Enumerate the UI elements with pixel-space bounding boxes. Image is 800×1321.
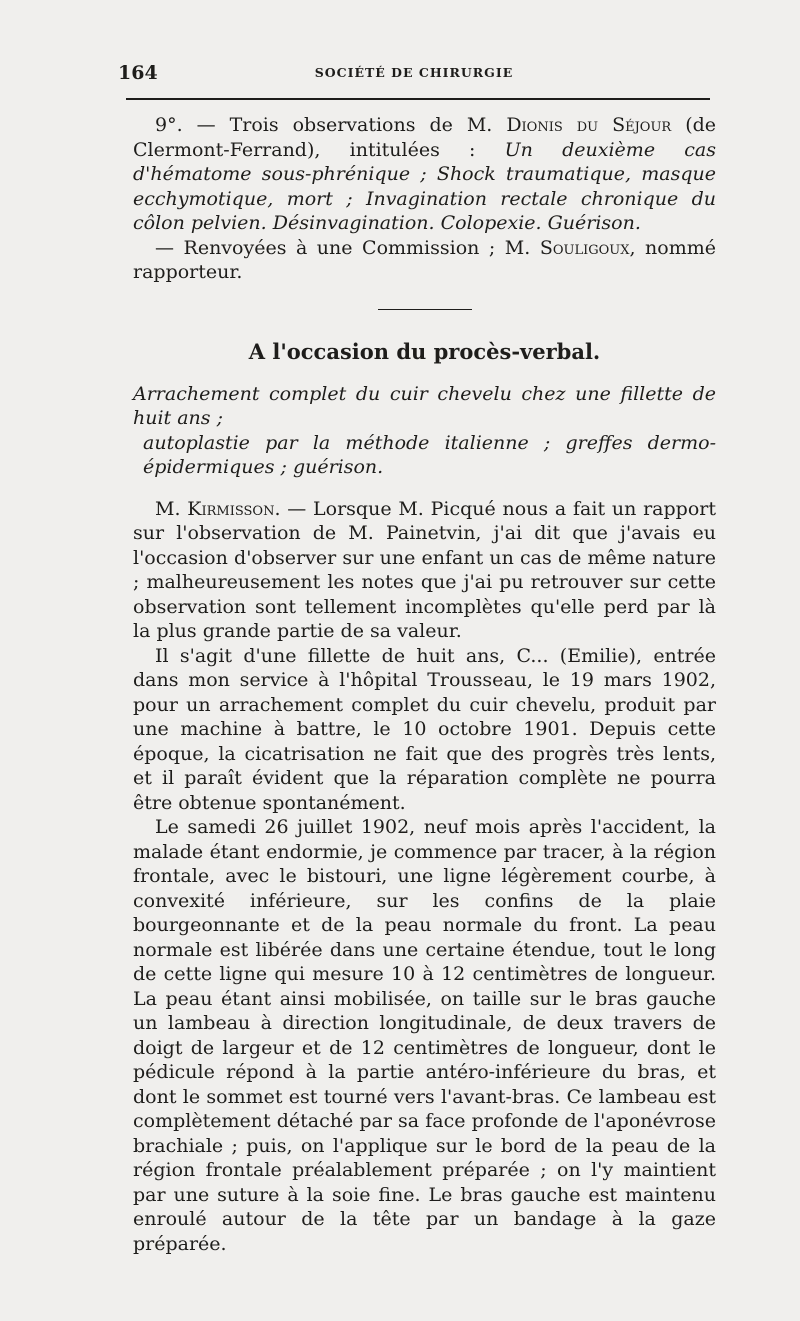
paragraph-2: Il s'agit d'une fillette de huit ans, C... (Emilie), entrée dans mon service à l'hôpital Trousseau, le 19 mars 1902, pour un arrachement complet du cuir chevelu, produit par une machine à battre, le 10 octobre 1901. Depuis cette époque, la cicatrisation ne fait que des progrès très lents, et il paraît évident que la réparation complète ne pourra être obtenue spontanément. (133, 644, 716, 814)
speaker-name: M. Kirmisson. (155, 497, 281, 520)
item-number: 9°. (155, 114, 183, 136)
body-text (133, 113, 716, 1256)
header-rule (126, 98, 710, 100)
referral-post: , nommé rapporteur. (133, 236, 716, 283)
rapporteur-name: Souligoux (539, 236, 630, 259)
referral-pre: — Renvoyées à une Commission ; M. (155, 236, 531, 259)
subtitle-rest: autoplastie par la méthode italienne ; greffes dermo-épidermiques ; guérison. (143, 431, 716, 478)
page-number: 164 (118, 62, 158, 84)
referral-paragraph (133, 236, 716, 285)
section-subtitle (133, 382, 716, 480)
running-head: SOCIÉTÉ DE CHIRURGIE (314, 65, 514, 80)
paragraph-3: Le samedi 26 juillet 1902, neuf mois après l'accident, la malade étant endormie, je commence par tracer, à la région frontale, avec le bistouri, une ligne légèrement courbe, à convexité inférieure, sur les confins de la plaie bourgeonnante et de la peau normale du front. La peau normale est libérée dans une certaine étendue, tout le long de cette ligne qui mesure 10 à 12 centimètres de longueur. La peau étant ainsi mobilisée, on taille sur le bras gauche un lambeau à direction longitudinale, de deux travers de doigt de largeur et de 12 centimètres de longueur, dont le pédicule répond à la partie antéro-inférieure du bras, et dont le sommet est tourné vers l'avant-bras. Ce lambeau est complètement détaché par sa face profonde de l'aponévrose brachiale ; puis, on l'applique sur le bord de la peau de la région frontale préalablement préparée ; on l'y maintient par une suture à la soie fine. Le bras gauche est maintenu enroulé autour de la tête par un bandage à la gaze préparée. (133, 816, 716, 1255)
page-header (118, 58, 710, 88)
section-title: A l'occasion du procès-verbal. (248, 338, 601, 364)
item-dash: — (196, 114, 216, 136)
item-9-paragraph (133, 113, 716, 236)
item-author: Dionis du Séjour (506, 114, 672, 136)
paragraph-1-text: — Lorsque M. Picqué nous a fait un rapport sur l'observation de M. Painetvin, j'ai dit que j'avais eu l'occasion d'observer sur une enfant un cas de même nature ; malheureusement les notes que j'ai pu retrouver sur cette observation sont tellement incomplètes qu'elle perd par là la plus grande partie de sa valeur. (133, 497, 716, 642)
item-titles: Un deuxième cas d'hématome sous-phrénique ; Shock traumatique, masque ecchymotique, mort ; Invagination rectale chronique du côlon pelvien. Désinvagination. Colopexie. Guérison. (133, 138, 716, 234)
separator-rule (378, 309, 472, 310)
paragraph-1 (133, 497, 716, 644)
subtitle-line-1: Arrachement complet du cuir chevelu chez une fillette de huit ans ; (133, 382, 716, 429)
item-text-post: (de Clermont-Ferrand), intitulées : (133, 114, 717, 161)
item-text-pre: Trois observations de M. (229, 114, 493, 136)
